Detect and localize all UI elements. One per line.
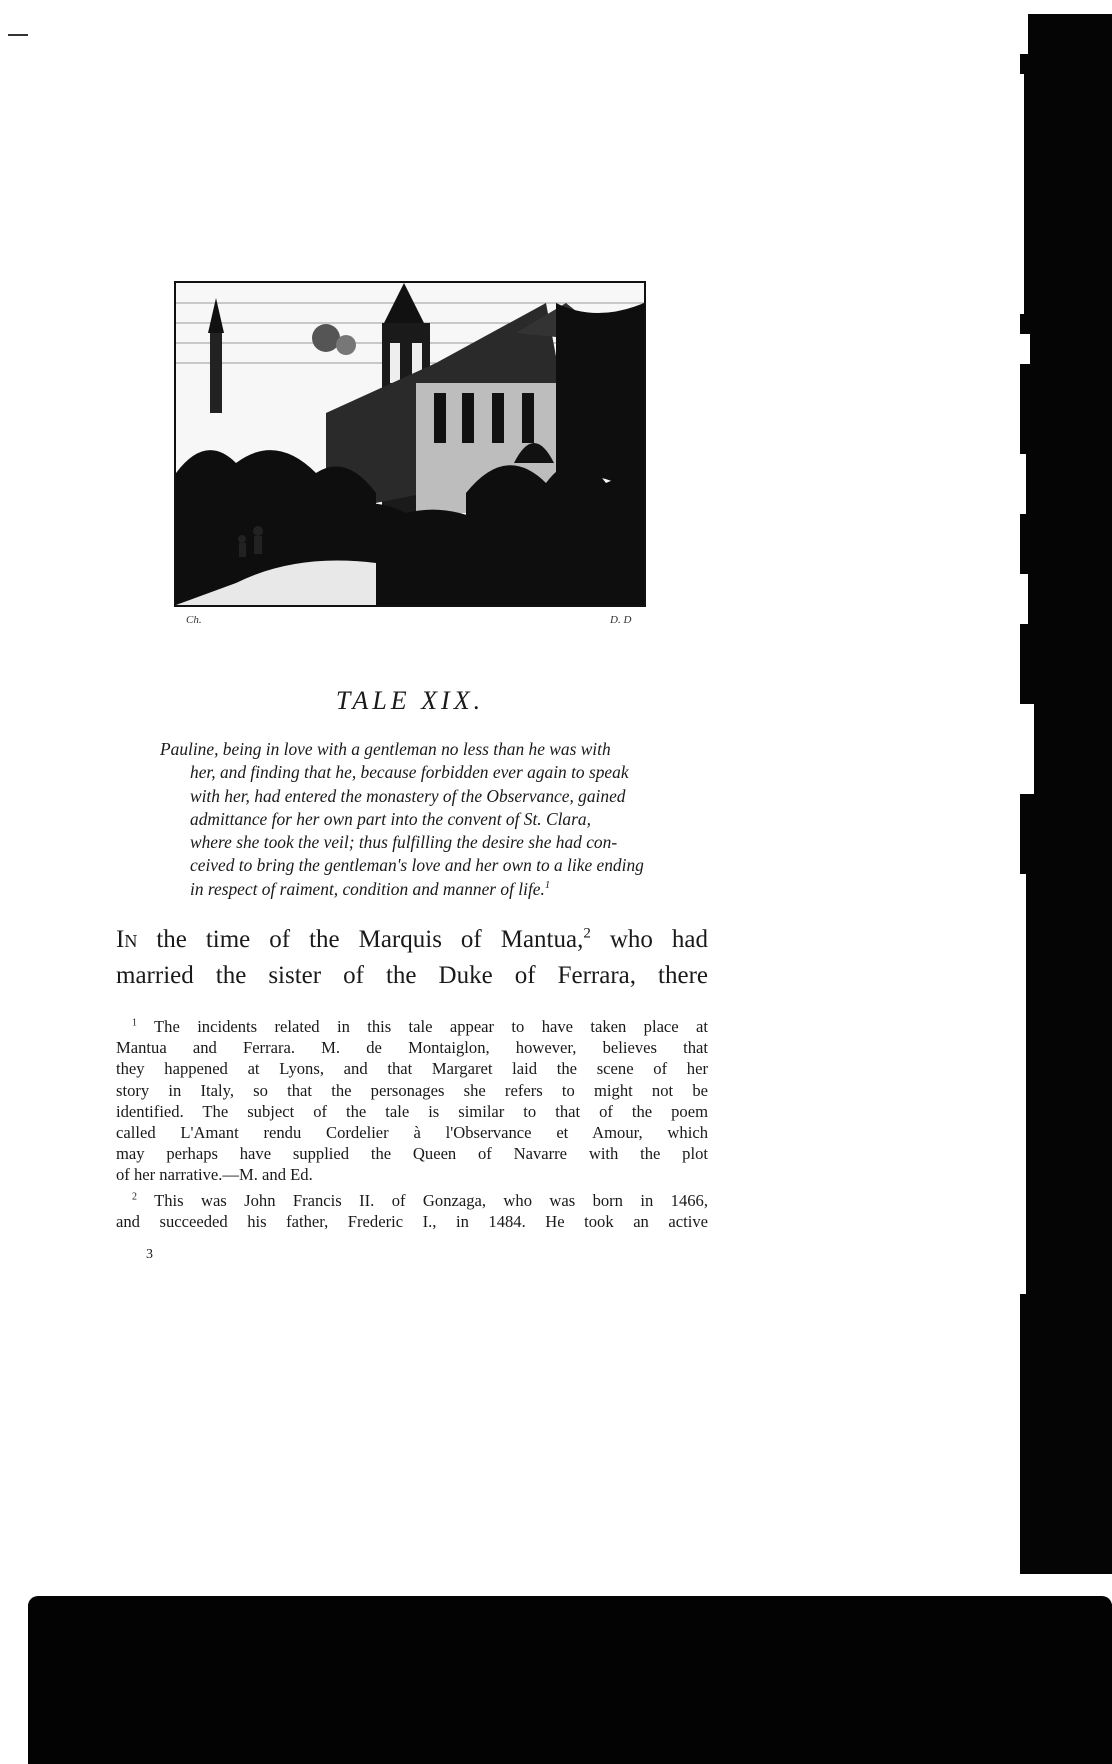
scan-edge-right bbox=[1020, 14, 1112, 1574]
summary-line: Pauline, being in love with a gentleman no less than he was with bbox=[160, 739, 611, 759]
footnote-ref: 1 bbox=[544, 879, 551, 891]
scan-edge-bottom bbox=[28, 1604, 1112, 1764]
body-line: married the sister of the Duke of Ferrara, there bbox=[116, 962, 708, 989]
summary-line: admittance for her own part into the convent of St. Clara, bbox=[190, 808, 591, 829]
footnote-ref: 2 bbox=[583, 925, 591, 942]
summary-line: with her, had entered the monastery of the Observance, gained bbox=[190, 785, 626, 806]
body-text bbox=[116, 922, 708, 994]
summary-line: her, and finding that he, because forbidden ever again to speak bbox=[190, 762, 629, 783]
signature-mark: 3 bbox=[146, 1247, 153, 1262]
footnote-marker: 1 bbox=[132, 1017, 137, 1029]
scan-corner-mark bbox=[8, 34, 28, 36]
engraver-credit: D. D bbox=[610, 614, 632, 626]
body-line: In the time of the Marquis of Mantua,$^2$ who had bbox=[116, 925, 708, 953]
illustrator-credit: Ch. bbox=[186, 614, 202, 626]
footnote: $^2$ This was John Francis II. of Gonzaga, who was born in 1466, and succeeded his father, Frederic I., in 1484. He took an active bbox=[116, 1190, 708, 1231]
opening-word: In bbox=[116, 926, 138, 953]
footnote-marker: 2 bbox=[132, 1191, 137, 1203]
summary-line: ceived to bring the gentleman's love and her own to a like ending bbox=[190, 855, 644, 876]
footnote: $^1$ The incidents related in this tale appear to have taken place at Mantua and Ferrara. M. de Montaiglon, however, believes that they happened at Lyons, and that Margaret laid the scene of her story in Italy, so that the personages she refers to might not be identified. The subject of the tale is similar to that of the poem called L'Amant rendu Cordelier à l'Observance et Amour, which may perhaps have supplied the Queen of Navarre with the plot of her narrative.—M. and Ed. bbox=[116, 1017, 708, 1185]
summary-line: where she took the veil; thus fulfilling the desire she had con- bbox=[190, 832, 618, 853]
summary-line-last: in respect of raiment, condition and manner of life.$^1$ bbox=[190, 878, 551, 899]
church-illustration bbox=[174, 281, 646, 607]
tale-summary bbox=[160, 738, 706, 901]
footnotes bbox=[116, 1016, 708, 1236]
tale-title: TALE XIX. bbox=[335, 686, 485, 715]
